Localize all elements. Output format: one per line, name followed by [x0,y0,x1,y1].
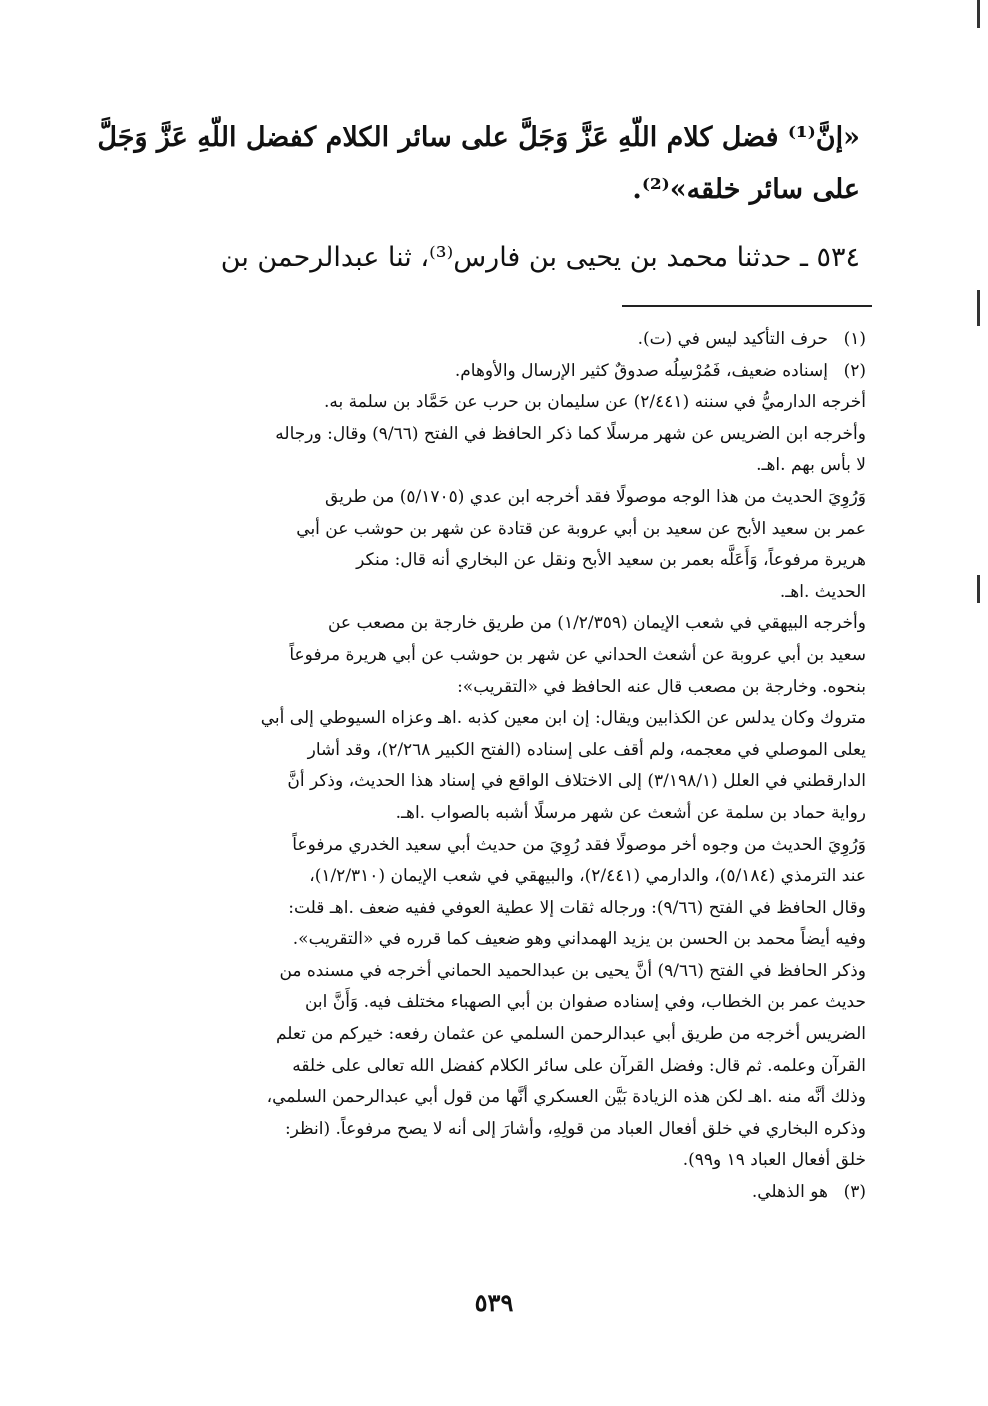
commentary-line: الدارقطني في العلل (٣/١٩٨/١) إلى الاختلاف الواقع في إسناد هذا الحديث، وذكر أنَّ [287,771,866,792]
commentary-paragraph [128,387,866,419]
main-text-line: «إنَّ⁽¹⁾ فضل كلام اللّهِ عَزَّ وَجَلَّ على سائر الكلام كفضل اللّهِ عَزَّ وَجَلَّ [97,122,860,153]
commentary-line: رواية حماد بن سلمة عن أشعث عن شهر مرسلًا أشبه بالصواب .اهـ. [395,802,866,823]
commentary-line: وَرُوِيَ الحديث من هذا الوجه موصولًا فقد أخرجه ابن عدي (٥/١٧٠٥) من طريق [325,486,866,507]
scan-edge-mark [977,575,980,603]
hadith-534-opening: ٥٣٤ ـ حدثنا محمد بن يحيى بن فارس⁽³⁾، ثنا عبدالرحمن بن [220,242,860,273]
commentary-line: أخرجه الدارميُّ في سننه (٢/٤٤١) عن سليمان بن حرب عن حَمَّاد بن سلمة به. [323,392,866,413]
commentary-paragraph [128,703,866,829]
footnote-number: (٢) [843,360,866,381]
footnote-text: إسناده ضعيف، فَمُرْسِلُه صدوقٌ كثير الإرسال والأوهام. [454,360,828,381]
commentary-line: هريرة مرفوعاً، وَأَعَلَّه بعمر بن سعيد الأبح ونقل عن البخاري أنه قال: منكر [356,550,866,571]
footnote-separator [622,305,872,307]
commentary-paragraph [128,956,866,1177]
scan-edge-mark [977,290,980,326]
commentary-line: وذكره البخاري في خلق أفعال العباد من قولِهِ، وأشارَ إلى أنه لا يصح مرفوعاً. (انظر: [284,1118,866,1139]
footnote-text: هو الذهلي. [751,1182,828,1203]
commentary-line: وذلك أنَّه منه .اهـ لكن هذه الزيادة بَيَّن العسكري أنَّها من قول أبي عبدالرحمن السلمي، [266,1087,866,1108]
main-hadith-text [97,112,860,216]
commentary-paragraph [128,482,866,608]
commentary-line: يعلى الموصلي في معجمه، ولم أقف على إسناده (الفتح الكبير ٢/٢٦٨)، وقد أشار [307,739,866,760]
footnote-2 [128,356,866,388]
main-text-line: على سائر خلقه»⁽²⁾. [632,174,860,205]
commentary-line: وقال الحافظ في الفتح (٩/٦٦): ورجاله ثقات إلا عطية العوفي ففيه ضعف .اهـ قلت: [288,897,866,918]
commentary-line: سعيد بن أبي عروبة عن أشعث الحداني عن شهر بن حوشب عن أبي هريرة مرفوعاً [289,644,866,665]
footnotes-section [128,324,866,1209]
commentary-line: وَرُوِيَ الحديث من وجوه أخر موصولًا فقد رُوِيَ من حديث أبي سعيد الخدري مرفوعاً [292,834,866,855]
footnote-number: (١) [843,329,866,349]
scan-edge-mark [977,0,980,28]
commentary-line: متروك وكان يدلس عن الكذابين ويقال: إن ابن معين كذبه .اهـ وعزاه السيوطي إلى أبي [260,708,866,729]
commentary-line: لا بأس بهم .اهـ. [756,455,866,476]
commentary-paragraph [128,830,866,956]
commentary-line: بنحوه. وخارجة بن مصعب قال عنه الحافظ في «التقريب»: [457,676,866,697]
commentary-line: وذكر الحافظ في الفتح (٩/٦٦) أنَّ يحيى بن عبدالحميد الحماني أخرجه في مسنده من [279,960,866,981]
commentary-line: عمر بن سعيد الأبح عن سعيد بن أبي عروبة عن قتادة عن شهر بن حوشب عن أبي [296,518,866,539]
commentary-line: وأخرجه ابن الضريس عن شهر مرسلًا كما ذكر الحافظ في الفتح (٩/٦٦) وقال: ورجاله [275,423,866,444]
commentary-line: عند الترمذي (٥/١٨٤)، والدارمي (٢/٤٤١)، والبيهقي في شعب الإيمان (١/٢/٣١٠)، [309,866,866,887]
footnote-1 [128,324,866,356]
commentary-line: القرآن وعلمه. ثم قال: وفضل القرآن على سائر الكلام كفضل الله تعالى على خلقه [292,1055,866,1076]
footnote-3 [128,1177,866,1209]
commentary-line: خلق أفعال العباد ١٩ و٩٩). [682,1150,866,1171]
commentary-line: حديث عمر بن الخطاب، وفي إسناده صفوان بن أبي الصهباء مختلف فيه. وَأَنَّ ابن [304,992,866,1013]
footnote-number: (٣) [843,1182,866,1203]
footnote-text: حرف التأكيد ليس في (ت). [637,329,828,349]
commentary-line: وأخرجه البيهقي في شعب الإيمان (١/٢/٣٥٩) من طريق خارجة بن مصعب عن [327,613,866,634]
commentary-line: الضريس أخرجه من طريق أبي عبدالرحمن السلمي عن عثمان رفعه: خيركم من تعلم [275,1024,866,1045]
commentary-line: الحديث .اهـ. [779,581,866,602]
commentary-line: وفيه أيضاً محمد بن الحسن بن يزيد الهمداني وهو ضعيف كما قرره في «التقريب». [292,929,866,950]
page-number: ٥٣٩ [474,1288,514,1317]
commentary-paragraph [128,419,866,482]
commentary-paragraph [128,608,866,703]
